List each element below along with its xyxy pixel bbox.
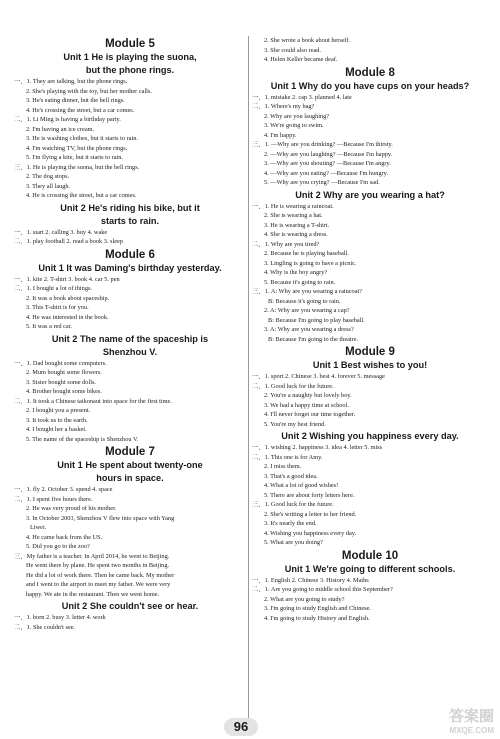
answer-line: 二、1. She couldn't see. [14,623,76,631]
answer-line: 一、1. mistake 2. cap 3. planned 4. late [252,93,352,101]
answer-line: 4. What a lot of good wishes! [264,482,339,489]
answer-line: 4. Helen Keller became deaf. [264,56,338,63]
unit-heading: Unit 2 He's riding his bike, but it [60,202,200,213]
answer-line: 二、1. I spent five hours there. [14,495,93,503]
module-heading: Module 10 [341,549,399,562]
answer-line: 一、1. born 2. busy 3. letter 4. work [14,614,106,621]
answer-line: 3. He is wearing a T-shirt. [264,221,330,229]
answer-line: 3. We're going to swim. [264,122,324,129]
answer-line: 3. She could also read. [264,46,322,54]
answer-line: 4. I'm watching TV, but the phone rings. [26,144,128,152]
module-heading: Module 8 [345,66,395,79]
answer-line: 3. —Why are you shouting? —Because I'm angry. [264,160,391,167]
answer-line: 4. I bought her a basket. [26,426,87,433]
unit-heading: but the phone rings. [85,65,175,75]
answer-line: 4. He came back from the US. [26,533,103,541]
answer-line: 2. She's playing with the toy, but her mother calls. [26,87,152,95]
unit-heading: Unit 1 It was Daming's birthday yesterday. [38,262,222,273]
answer-line: happy. We ate in the restaurant. Then we went home. [26,590,160,598]
watermark-logo [430,705,494,735]
answer-line: 三、1. —Why are you drinking? —Because I'm thirsty. [252,141,393,148]
answer-line: 2. She's writing a letter to her friend. [264,510,357,518]
answer-line: 二、1. Why are you tired? [252,240,320,248]
answer-line: 2. You're a naughty but lovely boy. [264,392,352,399]
answer-line: 一、1. start 2. calling 3. buy 4. wake [14,228,108,236]
answer-line: 5. Because it's going to rain. [264,278,336,286]
answer-line: 三、1. A: Why are you wearing a raincoat? [252,288,363,295]
answer-line: 3. Sister bought some dolls. [26,378,96,386]
answer-line: 5. You're my best friend. [264,420,326,428]
answer-line: 2. Because he is playing baseball. [264,250,349,257]
right-column [252,36,488,623]
answer-line: B: Because I'm going to play baseball. [268,316,365,324]
answer-line: 二、1. Li Ming is having a birthday party. [14,116,121,123]
answer-line: 一、1. fly 2. October 3. spend 4. space [14,486,113,493]
answer-line: 4. She is wearing a dress. [264,231,328,238]
watermark-url: MXQE.COM [449,726,494,735]
answer-line: 5. The name of the spaceship is Shenzhou V. [26,435,139,443]
unit-heading: Unit 2 She couldn't see or hear. [61,601,199,611]
answer-line: 4. He is crossing the street, but a car comes. [26,192,137,199]
answer-line: 2. It was a book about spaceship. [26,294,110,302]
unit-heading: Shenzhou V. [102,346,158,357]
answer-line: 5. Did you go to the zoo? [26,543,90,550]
unit-heading: Unit 2 Why are you wearing a hat? [295,189,445,200]
answer-line: 3. It's nearly the end. [264,520,317,527]
answer-line: 3. Lingling is going to have a picnic. [264,259,357,267]
answer-line: He went there by plane. He spent two months in Beijing. [26,562,170,569]
answer-line: 一、1. Dad bought some computers. [14,359,107,367]
answer-line: 4. Why is the boy angry? [264,269,328,276]
answer-line: 2. I miss them. [264,463,302,470]
answer-line: 三、My father is a teacher. In April 2014, he went to Beijing. [14,552,170,560]
answer-line: 二、1. This one is for Amy. [252,453,323,461]
answer-line: 二、1. I bought a lot of things. [14,285,93,292]
answer-line: 一、1. They are talking, but the phone rings. [14,78,128,85]
answer-line: 4. —Why are you eating? —Because I'm hungry. [264,169,389,177]
unit-heading: hours in space. [96,473,164,483]
module-heading: Module 6 [105,248,155,261]
answer-line: 2. I'm having an ice cream. [26,125,95,133]
module-heading: Module 7 [105,446,155,458]
answer-line: 一、1. English 2. Chinese 3. History 4. Maths [252,576,369,584]
answer-line: 三、1. He is playing the suona, but the bell rings. [14,163,140,171]
unit-heading: Unit 2 Wishing you happiness every day. [281,431,459,441]
answer-line: 2. He was very proud of his mother. [26,505,117,512]
answer-line: 4. Wishing you happiness every day. [264,529,357,537]
answer-line: 二、1. play football 2. read a book 3. sleep [14,238,123,245]
unit-heading: Unit 1 Best wishes to you! [312,360,428,370]
answer-line: 2. Why are you laughing? [264,112,330,120]
answer-line: 2. What are you going to study? [264,595,345,603]
answer-line: 4. He's crossing the street, but a car comes. [26,106,135,114]
answer-line: and I went to the airport to meet my father. We were very [26,581,171,588]
module-heading: Module 5 [105,38,155,50]
answer-line: Liwei. [30,524,47,531]
answer-line: 2. —Why are you laughing? —Because I'm happy. [264,150,393,158]
answer-line: 5. I'm flying a kite, but it starts to rain. [26,154,123,161]
answer-line: 5. What are you doing? [264,539,323,546]
unit-heading: Unit 1 He spent about twenty-one [57,460,203,470]
answer-line: 一、1. He is wearing a raincoat. [252,202,334,210]
answer-line: 二、1. Good luck for the future. [252,382,334,390]
answer-line: 3. I'm going to study English and Chinese. [264,605,371,612]
answer-line: 4. I'm happy. [264,131,297,139]
answer-line: 3. We had a happy time at school. [264,401,349,409]
page-number: 96 [224,718,258,736]
answer-line: 2. She wrote a book about herself. [264,37,351,44]
answer-line: 2. I bought you a present. [26,407,91,414]
unit-heading: Unit 1 He is playing the suona, [63,52,197,62]
answer-line: 3. A: Why are you wearing a dress? [264,326,354,333]
answer-line: He did a lot of work there. Then he came back. My mother [26,571,175,579]
answer-line: 2. Mum bought some flowers. [26,369,102,376]
unit-heading: Unit 1 We're going to different schools. [284,563,456,574]
answer-line: B: Because it's going to rain. [268,297,341,305]
answer-line: 5. There are about forty letters here. [264,491,355,499]
answer-line: 二、1. Where's my bag? [252,103,315,110]
answer-line: 二、1. It took a Chinese taikonaut into space for the first time. [14,397,172,405]
answer-line: 3. In October 2003, Shenzhou V flew into space with Yang [26,514,175,522]
answer-line: 3. It took us to the earth. [26,416,88,424]
answer-line: 5. —Why are you crying? —Because I'm sad. [264,179,380,186]
answer-line: 3. That's a good idea. [264,472,318,480]
answer-line: 2. The dog stops. [26,173,70,180]
answer-line: 3. This T-shirt is for you. [26,304,89,311]
answer-line: 4. Brother bought some bikes. [26,388,102,395]
unit-heading: starts to rain. [100,215,160,226]
answer-line: 一、1. wishing 2. happiness 3. idea 4. letter 5. miss [252,444,383,451]
answer-line: 3. They all laugh. [26,182,71,190]
answer-line: 二、1. Are you going to middle school this September? [252,586,393,593]
unit-heading: Unit 1 Why do you have cups on your heads? [270,80,470,91]
answer-line: B: Because I'm going to the theatre. [268,335,359,343]
answer-line: 2. She is wearing a hat. [264,212,323,219]
answer-line: 3. He's eating dinner, but the bell rings. [26,97,125,104]
answer-line: 2. A: Why are you wearing a cap? [264,307,350,314]
watermark-text: 答案圈 [448,708,494,725]
answer-line: 4. I'm going to study History and English. [264,614,370,622]
answer-line: 5. It was a red car. [26,323,72,330]
answer-line: 4. He was interested in the book. [26,313,109,321]
unit-heading: Unit 2 The name of the spaceship is [51,333,209,344]
module-heading: Module 9 [345,346,395,358]
answer-line: 3. He is washing clothes, but it starts to rain. [26,135,138,142]
left-column [14,36,246,632]
answer-line: 一、1. sport 2. Chinese 3. best 4. forever 5. message [252,373,385,380]
answer-line: 4. I'll never forget our time together. [264,411,356,418]
answer-line: 一、1. kite 2. T-shirt 3. book 4. car 5. pen [14,275,120,283]
answer-line: 三、1. Good luck for the future. [252,501,334,508]
column-divider [248,36,249,726]
